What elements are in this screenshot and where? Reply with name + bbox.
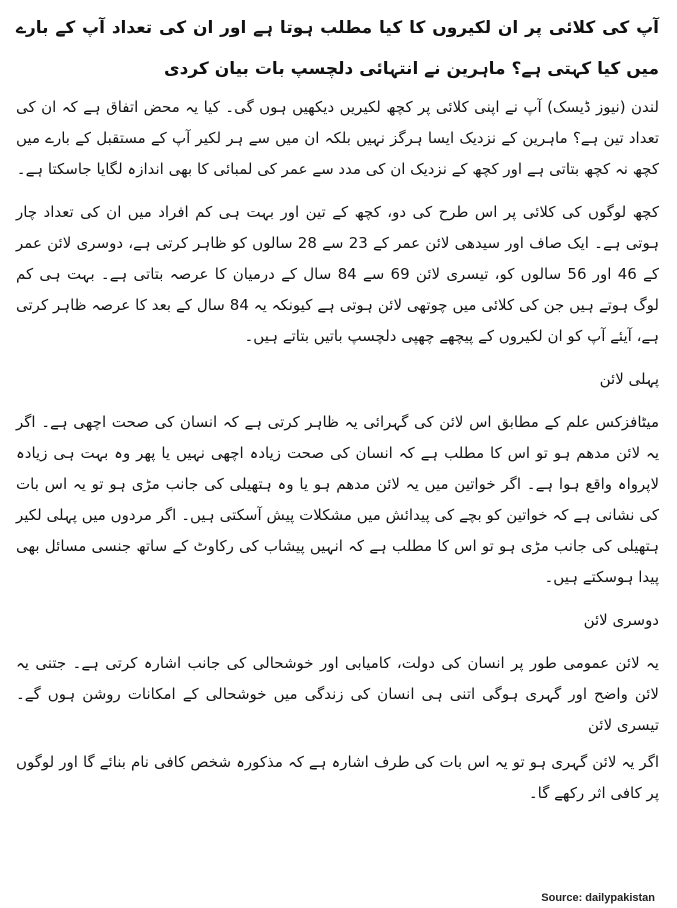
third-line-paragraph: اگر یہ لائن گہری ہو تو یہ اس بات کی طرف اشارہ ہے کہ مذکورہ شخص کافی نام بنائے گا اور لوگوں پر کافی اثر رکھے گا۔ xyxy=(16,753,659,802)
article-headline: آپ کی کلائی پر ان لکیروں کا کیا مطلب ہوتا ہے اور ان کی تعداد آپ کے بارے میں کیا کہتی ہے؟ ماہرین نے انتہائی دلچسپ بات بیان کردی xyxy=(16,18,659,79)
source-credit: Source: dailypakistan xyxy=(541,892,655,904)
first-line-heading: پہلی لائن xyxy=(599,370,659,388)
first-line-paragraph: میٹافزکس علم کے مطابق اس لائن کی گہرائی یہ ظاہر کرتی ہے کہ انسان کی صحت اچھی ہے۔ اگر یہ لائن مدھم ہو تو اس کا مطلب ہے کہ انسان کی صحت زیادہ اچھی نہیں یا پھر وہ بہت ہی زیادہ لاپرواہ واقع ہوا ہے۔ اگر خواتین میں یہ لائن مدھم ہو یا وہ ہتھیلی کی جانب مڑی ہو تو یہ اس بات کی نشانی ہے کہ خواتین کو بچے کی پیدائش میں مشکلات پیش آسکتی ہیں۔ اگر مردوں میں پہلی لکیر ہتھیلی کی جانب مڑی ہو تو اس کا مطلب ہے کہ انہیں پیشاب کی رکاوٹ کے ساتھ جنسی مسائل بھی پیدا ہوسکتے ہیں۔ xyxy=(16,413,659,586)
intro-paragraph: لندن (نیوز ڈیسک) آپ نے اپنی کلائی پر کچھ لکیریں دیکھیں ہوں گی۔ کیا یہ محض اتفاق ہے کہ ان کی تعداد تین ہے؟ ماہرین کے نزدیک ایسا ہرگز نہیں بلکہ ان میں سے ہر لکیر آپ کے مستقبل کے بارے میں کچھ نہ کچھ بتاتی ہے اور کچھ کے نزدیک ان کی مدد سے عمر کی لمبائی کا بھی اندازہ لگایا جاسکتا ہے۔ xyxy=(16,98,659,178)
second-line-paragraph: یہ لائن عمومی طور پر انسان کی دولت، کامیابی اور خوشحالی کی جانب اشارہ کرتی ہے۔ جتنی یہ لائن واضح اور گہری ہوگی اتنی ہی انسان کی زندگی میں خوشحالی کے امکانات روشن ہوں گے۔ تیسری لائن xyxy=(16,654,659,734)
lines-count-paragraph: کچھ لوگوں کی کلائی پر اس طرح کی دو، کچھ کے تین اور بہت ہی کم افراد میں ان کی تعداد چار ہوتی ہے۔ ایک صاف اور سیدھی لائن عمر کے 23 سے 28 سالوں کو ظاہر کرتی ہے، دوسری لائن عمر کے 46 اور 56 سالوں کو، تیسری لائن 69 سے 84 سال کے درمیان کا عرصہ بتاتی ہے۔ بہت ہی کم لوگ ہوتے ہیں جن کی کلائی میں چوتھی لائن ہوتی ہے کیونکہ یہ 84 سال کے بعد کا عرصہ ظاہر کرتی ہے، آیئے آپ کو ان لکیروں کے پیچھے چھپی دلچسپ باتیں بتاتے ہیں۔ xyxy=(16,203,659,345)
second-line-heading: دوسری لائن xyxy=(583,611,659,629)
